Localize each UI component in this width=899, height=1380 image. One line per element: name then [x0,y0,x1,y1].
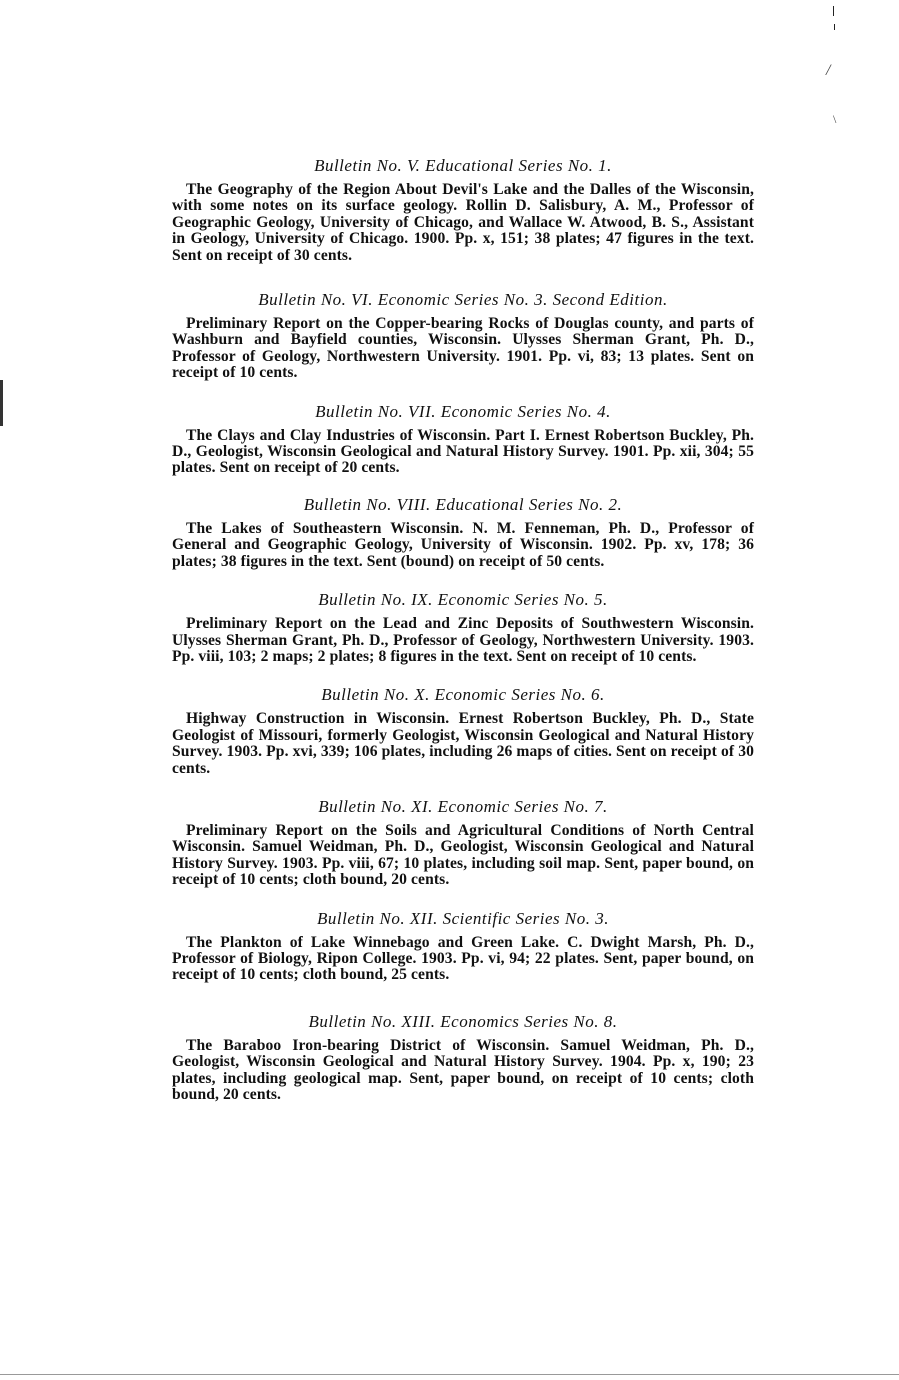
margin-tick [833,6,834,16]
bulletin-entry [172,290,754,382]
bulletin-entry [172,402,754,477]
bulletin-description: Highway Construction in Wisconsin. Ernest Robertson Buckley, Ph. D., State Geologist of Missouri, formerly Geologist, Wisconsin Geological and Natural History Survey. 1903. Pp. xvi, 339; 106 plates, including 26 maps of cities. Sent on receipt of 30 cents. [172,710,754,777]
bulletin-heading: Bulletin No. XII. Scientific Series No. 3. [316,908,609,928]
bulletin-entry [172,909,754,984]
bulletin-entry [172,1012,754,1104]
bulletin-heading: Bulletin No. XI. Economic Series No. 7. [318,796,608,816]
bulletin-entry [172,797,754,889]
margin-mark: \ [833,112,837,126]
scan-edge-mark [0,380,3,426]
bulletin-heading: Bulletin No. X. Economic Series No. 6. [321,685,605,705]
margin-tick [834,24,835,30]
bulletin-entry [172,495,754,570]
bulletin-entry [172,685,754,777]
bulletin-heading: Bulletin No. VIII. Educational Series No. 2. [303,494,623,514]
bulletin-description: Preliminary Report on the Lead and Zinc Deposits of Southwestern Wisconsin. Ulysses Sherman Grant, Ph. D., Professor of Geology, Northwestern University. 1903. Pp. viii, 103; 2 maps; 2 plates; 8 figures in the text. Sent on receipt of 10 cents. [172,615,754,665]
bulletin-heading: Bulletin No. XIII. Economics Series No. 8. [308,1011,618,1031]
bulletin-list [172,156,754,1103]
bulletin-description: The Lakes of Southeastern Wisconsin. N. M. Fenneman, Ph. D., Professor of General and Geographic Geology, University of Wisconsin. 1902. Pp. xv, 178; 36 plates; 38 figures in the text. Sent (bound) on receipt of 50 cents. [172,519,754,570]
bulletin-description: The Geography of the Region About Devil's Lake and the Dalles of the Wisconsin, with some notes on its surface geology. Rollin D. Salisbury, A. M., Professor of Geographic Geology, University of Chicago, and Wallace W. Atwood, B. S., Assistant in Geology, University of Chicago. 1900. Pp. x, 151; 38 plates; 47 figures in the text. Sent on receipt of 30 cents. [172,181,754,264]
bulletin-entry [172,156,754,264]
bulletin-description: Preliminary Report on the Soils and Agricultural Conditions of North Central Wisconsin. Samuel Weidman, Ph. D., Geologist, Wisconsin Geological and Natural History Survey. 1903. Pp. viii, 67; 10 plates, including soil map. Sent, paper bound, on receipt of 10 cents; cloth bound, 20 cents. [172,821,754,889]
bulletin-description: The Clays and Clay Industries of Wisconsin. Part I. Ernest Robertson Buckley, Ph. D., Geologist, Wisconsin Geological and Natural History Survey. 1901. Pp. xii, 304; 55 plates. Sent on receipt of 20 cents. [172,426,754,477]
bulletin-heading: Bulletin No. V. Educational Series No. 1. [314,156,612,175]
bulletin-description: The Baraboo Iron-bearing District of Wisconsin. Samuel Weidman, Ph. D., Geologist, Wisconsin Geological and Natural History Survey. 1904. Pp. x, 190; 23 plates, including geological map. Sent, paper bound, on receipt of 10 cents; cloth bound, 20 cents. [172,1036,754,1103]
bulletin-heading: Bulletin No. IX. Economic Series No. 5. [318,590,608,610]
margin-mark: / [826,62,831,79]
bulletin-description: The Plankton of Lake Winnebago and Green Lake. C. Dwight Marsh, Ph. D., Professor of Biology, Ripon College. 1903. Pp. vi, 94; 22 plates. Sent, paper bound, on receipt of 10 cents; cloth bound, 25 cents. [172,933,754,984]
scan-bottom-edge [0,1374,899,1375]
bulletin-heading: Bulletin No. VII. Economic Series No. 4. [315,401,611,421]
bulletin-heading: Bulletin No. VI. Economic Series No. 3. Second Edition. [258,290,668,310]
bulletin-description: Preliminary Report on the Copper-bearing Rocks of Douglas county, and parts of Washburn and Bayfield counties, Wisconsin. Ulysses Sherman Grant, Ph. D., Professor of Geology, Northwestern University. 1901. Pp. vi, 83; 13 plates. Sent on receipt of 10 cents. [172,315,754,382]
bulletin-entry [172,590,754,665]
